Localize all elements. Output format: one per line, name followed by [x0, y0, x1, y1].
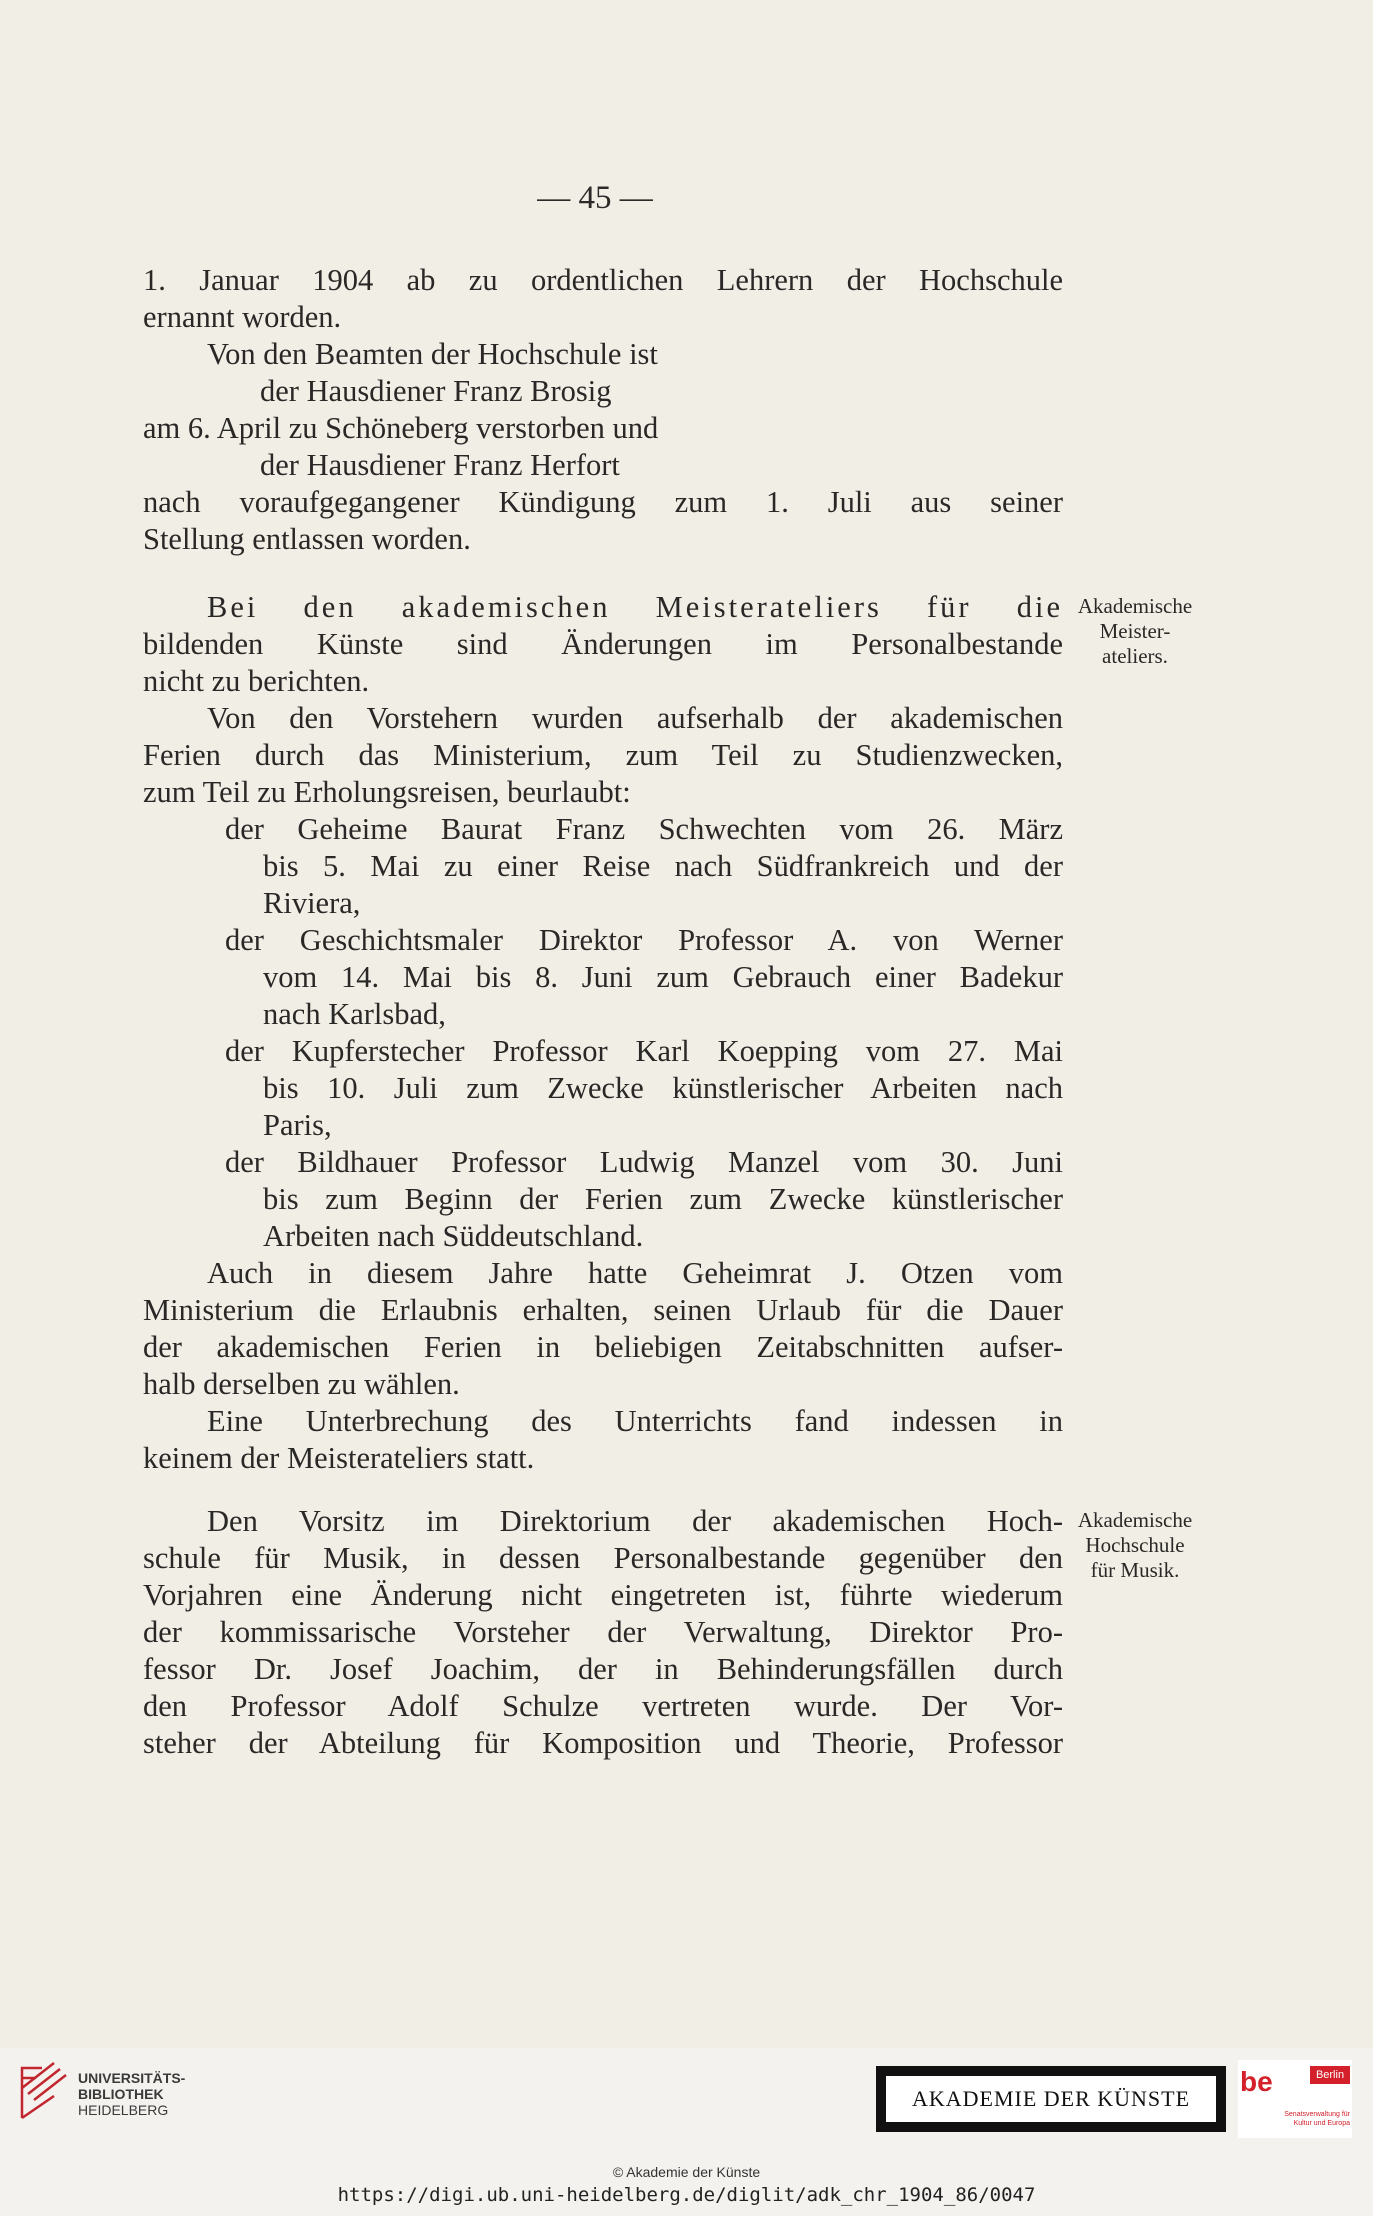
adk-logo[interactable] — [876, 2066, 1226, 2132]
ub-line: UNIVERSITÄTS- — [78, 2070, 186, 2086]
text-line: Arbeiten nach Süddeutschland. — [263, 1219, 644, 1253]
text-line: nicht zu berichten. — [143, 664, 370, 698]
ub-line: HEIDELBERG — [78, 2102, 169, 2118]
text-line: Den Vorsitz im Direktorium der akademischen Hoch- — [207, 1504, 1063, 1538]
text-line: fessor Dr. Josef Joachim, der in Behinderungsfällen durch — [143, 1652, 1063, 1686]
margin-note-line: für Musik. — [1090, 1558, 1180, 1582]
text-line: bis 10. Juli zum Zwecke künstlerischer Arbeiten nach — [263, 1071, 1063, 1105]
text-block-3 — [143, 1503, 1063, 1762]
text-block-1 — [143, 262, 1063, 558]
text-line: Vorjahren eine Änderung nicht eingetreten ist, führte wiederum — [143, 1578, 1063, 1612]
margin-note-line: Hochschule — [1085, 1533, 1185, 1557]
text-line: halb derselben zu wählen. — [143, 1367, 460, 1401]
text-line: der Bildhauer Professor Ludwig Manzel vom 30. Juni — [225, 1145, 1063, 1179]
text-block-2 — [143, 589, 1063, 1477]
margin-note-line: Akademische — [1077, 594, 1193, 618]
text-line: Eine Unterbrechung des Unterrichts fand indessen in — [207, 1404, 1063, 1438]
text-line: der akademischen Ferien in beliebigen Zeitabschnitten aufser- — [143, 1330, 1063, 1364]
text-line: zum Teil zu Erholungsreisen, beurlaubt: — [143, 775, 631, 809]
text-line: bildenden Künste sind Änderungen im Personalbestande — [143, 627, 1063, 661]
text-line: den Professor Adolf Schulze vertreten wurde. Der Vor- — [143, 1689, 1063, 1723]
text-line: vom 14. Mai bis 8. Juni zum Gebrauch einer Badekur — [263, 960, 1063, 994]
text-line: Stellung entlassen worden. — [143, 522, 471, 556]
text-line: der Hausdiener Franz Brosig — [260, 374, 612, 408]
berlin-senate-logo[interactable] — [1238, 2060, 1352, 2138]
margin-note-hochschule-musik — [1060, 1508, 1210, 1583]
text-line: nach voraufgegangener Kündigung zum 1. Juli aus seiner — [143, 485, 1063, 519]
text-line: der Geschichtsmaler Direktor Professor A. von Werner — [225, 923, 1063, 957]
margin-note-line: Akademische — [1077, 1508, 1193, 1532]
copyright-text: © Akademie der Künste — [612, 2164, 761, 2180]
text-line: Auch in diesem Jahre hatte Geheimrat J. Otzen vom — [207, 1256, 1063, 1290]
text-line: der Hausdiener Franz Herfort — [260, 448, 620, 482]
text-line: nach Karlsbad, — [263, 997, 446, 1031]
ub-heidelberg-logo-icon[interactable] — [14, 2058, 74, 2128]
text-line: 1. Januar 1904 ab zu ordentlichen Lehrern der Hochschule — [143, 263, 1063, 297]
berlin-senate-text: Senatsverwaltung für Kultur und Europa — [1284, 2111, 1350, 2127]
berlin-box: Berlin — [1310, 2066, 1350, 2084]
text-line: bis 5. Mai zu einer Reise nach Südfrankreich und der — [263, 849, 1063, 883]
adk-label: AKADEMIE DER KÜNSTE — [886, 2076, 1216, 2122]
text-line: Von den Beamten der Hochschule ist — [207, 337, 658, 371]
margin-note-meisterateliers — [1060, 594, 1210, 669]
text-line: der kommissarische Vorsteher der Verwaltung, Direktor Pro- — [143, 1615, 1063, 1649]
text-line: Bei den akademischen Meisterateliers für die — [207, 590, 1063, 624]
margin-note-line: ateliers. — [1102, 644, 1168, 668]
text-line: der Geheime Baurat Franz Schwechten vom 26. März — [225, 812, 1063, 846]
margin-note-line: Meister- — [1099, 619, 1171, 643]
page-number: — 45 — — [537, 180, 653, 216]
text-line: Ministerium die Erlaubnis erhalten, seinen Urlaub für die Dauer — [143, 1293, 1063, 1327]
text-line: bis zum Beginn der Ferien zum Zwecke künstlerischer — [263, 1182, 1063, 1216]
text-line: Paris, — [263, 1108, 332, 1142]
text-line: Ferien durch das Ministerium, zum Teil zu Studienzwecken, — [143, 738, 1063, 772]
text-line: schule für Musik, in dessen Personalbestande gegenüber den — [143, 1541, 1063, 1575]
berlin-be-mark: be — [1240, 2066, 1273, 2097]
text-line: steher der Abteilung für Komposition und Theorie, Professor — [143, 1726, 1063, 1760]
text-line: am 6. April zu Schöneberg verstorben und — [143, 411, 659, 445]
text-line: Von den Vorstehern wurden aufserhalb der akademischen — [207, 701, 1063, 735]
ub-heidelberg-wordmark — [78, 2070, 185, 2118]
permalink-url[interactable]: https://digi.ub.uni-heidelberg.de/diglit/adk_chr_1904_86/0047 — [337, 2184, 1036, 2206]
ub-line: BIBLIOTHEK — [78, 2086, 164, 2102]
text-line: der Kupferstecher Professor Karl Koepping vom 27. Mai — [225, 1034, 1063, 1068]
text-line: ernannt worden. — [143, 300, 342, 334]
text-line: keinem der Meisterateliers statt. — [143, 1441, 535, 1475]
text-line: Riviera, — [263, 886, 361, 920]
